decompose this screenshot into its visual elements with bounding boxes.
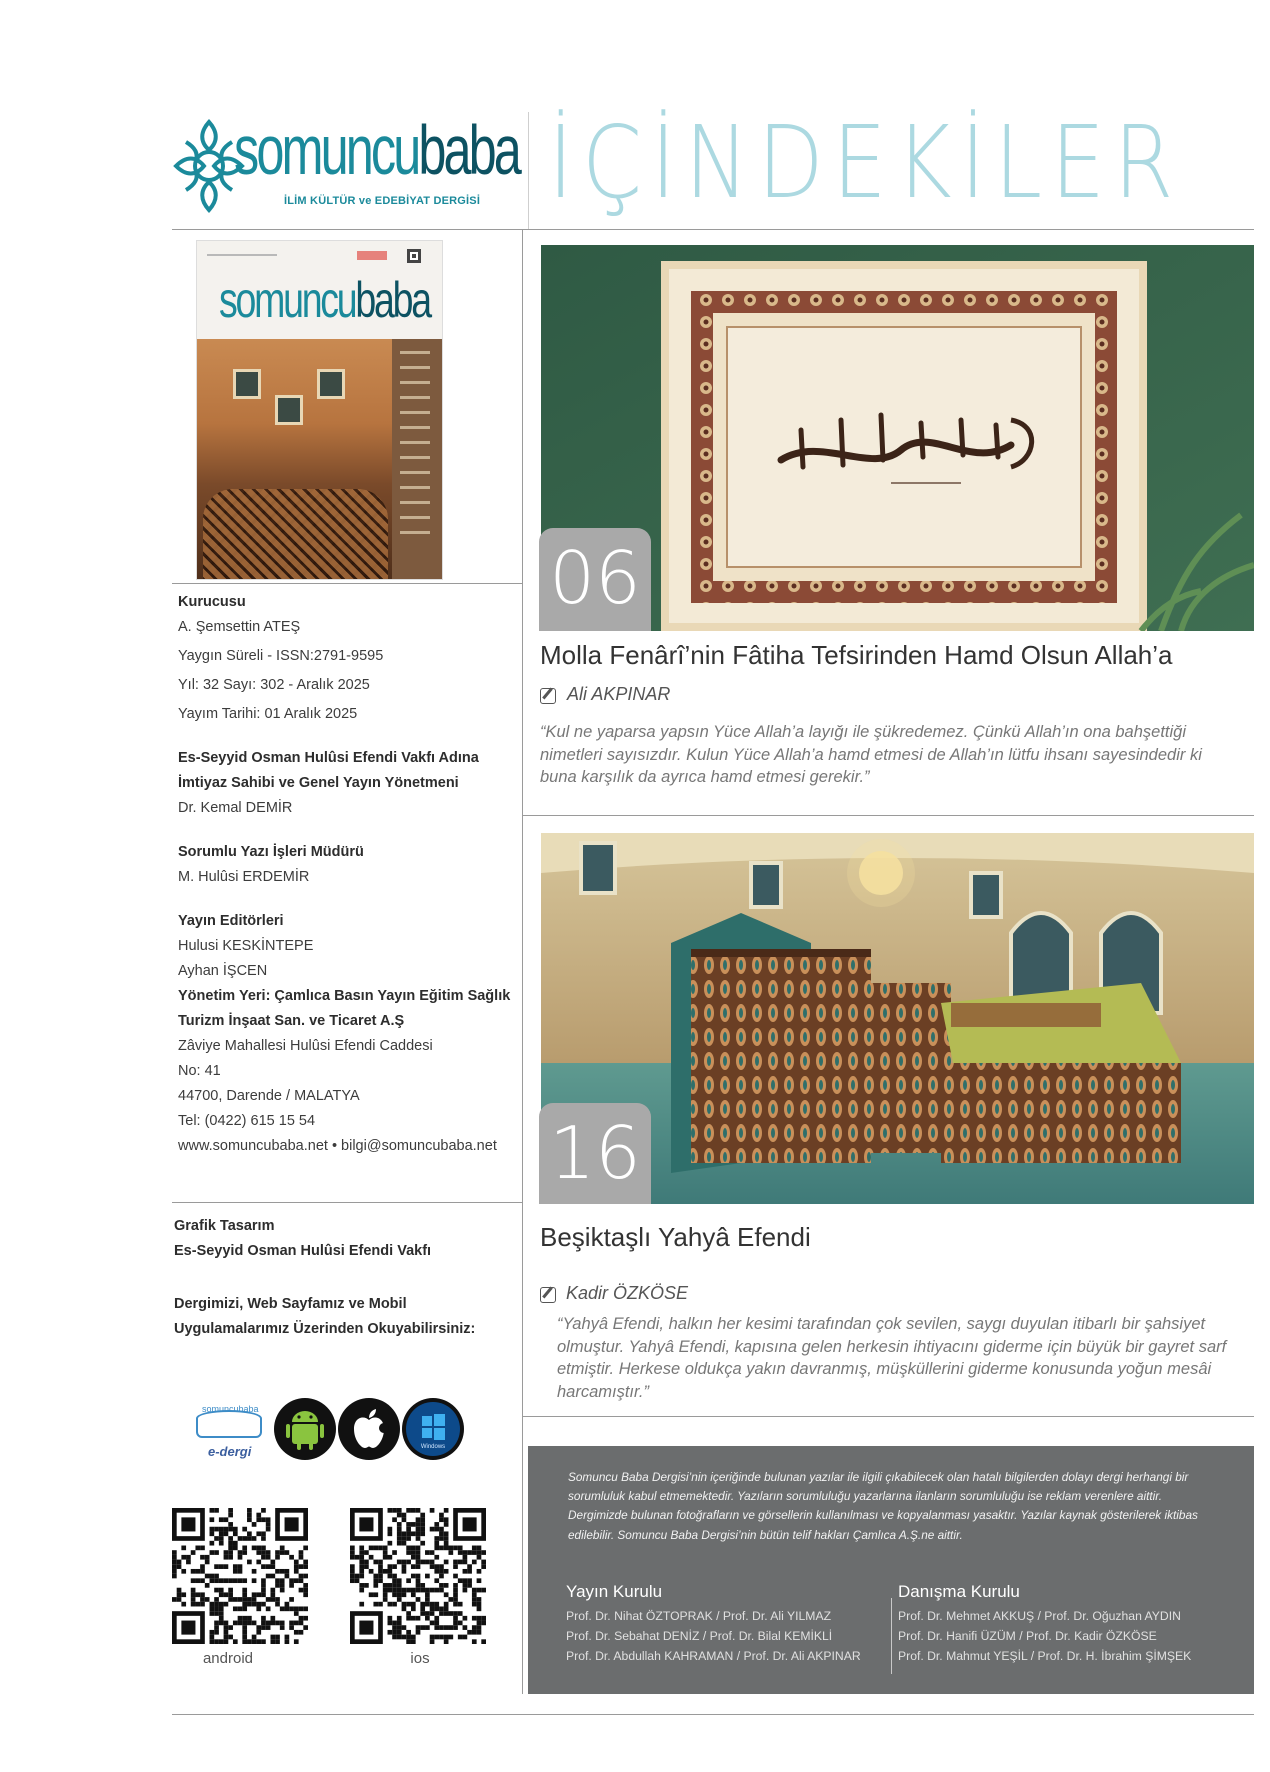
article-1-author: Ali AKPINAR (567, 684, 671, 704)
cover-photo (197, 339, 392, 580)
owner-label-1: Es-Seyyid Osman Hulûsi Efendi Vakfı Adına (178, 750, 479, 766)
footer-box (528, 1446, 1254, 1694)
issue-info: Yıl: 32 Sayı: 302 - Aralık 2025 (178, 677, 370, 693)
address-line-1: Zâviye Mahallesi Hulûsi Efendi Caddesi (178, 1038, 433, 1054)
editor-2: Ayhan İŞCEN (178, 963, 268, 979)
founder-label: Kurucusu (178, 594, 246, 610)
magazine-cover[interactable] (196, 240, 443, 580)
cover-wordmark: somuncubaba (219, 272, 430, 328)
period-info: Yaygın Süreli - ISSN:2791-9595 (178, 648, 384, 664)
web-email[interactable]: www.somuncubaba.net • bilgi@somuncubaba.net (178, 1138, 497, 1154)
design-block (174, 1214, 431, 1264)
e-dergi-label: e-dergi (208, 1444, 252, 1459)
app-links (190, 1398, 480, 1468)
brand-logo (172, 108, 519, 218)
masthead-block-4 (178, 909, 510, 1159)
android-icon[interactable] (274, 1398, 336, 1460)
author-pen-icon-2 (540, 1287, 556, 1303)
board-member-line: Prof. Dr. Sebahat DENİZ / Prof. Dr. Bilal KEMİKLİ (566, 1629, 833, 1643)
board-member-line: Prof. Dr. Nihat ÖZTOPRAK / Prof. Dr. Ali YILMAZ (566, 1609, 832, 1623)
header-rule (172, 229, 1254, 230)
advisory-board-list (898, 1606, 1191, 1666)
ios-qr-code[interactable] (350, 1508, 486, 1644)
editors-label: Yayın Editörleri (178, 913, 284, 929)
header-divider (528, 112, 529, 230)
management-label-1: Yönetim Yeri: Çamlıca Basın Yayın Eğitim Sağlık (178, 988, 511, 1004)
e-dergi-icon[interactable] (190, 1400, 268, 1466)
design-label: Grafik Tasarım (174, 1218, 275, 1234)
editor-in-chief-name: M. Hulûsi ERDEMİR (178, 869, 310, 885)
board-separator (891, 1598, 892, 1674)
disclaimer-text: Somuncu Baba Dergisi’nin içeriğinde bulunan yazılar ile ilgili çıkabilecek olan hatalı bilgilerden dolayı dergi herhangi bir sorumluluk kabul etmemektedir. Yazıların sorumluluğu yazarlarına ilanların sorumluluğu ise reklam verenlere aittir. Dergimizde bulunan fotoğrafların ve görsellerin kullanılması ve kopyalanması yasaktır. Yazılar kaynak gösterilerek iktibas edilebilir. Somuncu Baba Dergisi’nin bütün telif hakları Çamlıca A.Ş.ne aittir. (568, 1470, 1198, 1542)
article-2-excerpt: “Yahyâ Efendi, halkın her kesimi tarafından çok sevilen, saygı duyulan itibarlı bir şahsiyet olmuştur. Yahyâ Efendi, kapısına gelen herkesin ihtiyacını giderme için büyük bir gayret sarf etmiştir. Herkese oldukça yakın davranmış, müşküllerini giderme konusunda yoğun mesâi harcamıştır.” (557, 1315, 1227, 1401)
article-2-title[interactable]: Beşiktaşlı Yahyâ Efendi (540, 1222, 811, 1252)
page-title: İÇİNDEKİLER (548, 104, 1183, 221)
column-divider (522, 229, 523, 1694)
cover-qr-icon (207, 249, 434, 263)
logo-subtitle: İLİM KÜLTÜR ve EDEBİYAT DERGİSİ (284, 195, 481, 207)
cover-sidebar (392, 339, 443, 580)
editor-in-chief-label: Sorumlu Yazı İşleri Müdürü (178, 844, 364, 860)
board-member-line: Prof. Dr. Abdullah KAHRAMAN / Prof. Dr. Ali AKPINAR (566, 1649, 861, 1663)
editor-1: Hulusi KESKİNTEPE (178, 938, 314, 954)
editorial-board-list (566, 1606, 861, 1666)
logo-wordmark: somuncubaba (234, 111, 519, 189)
e-dergi-brand: somuncubaba (202, 1404, 259, 1414)
masthead-block-2 (178, 746, 479, 821)
android-qr-label: android (202, 1650, 254, 1667)
design-name: Es-Seyyid Osman Hulûsi Efendi Vakfı (174, 1243, 432, 1259)
advisory-member-line: Prof. Dr. Mehmet AKKUŞ / Prof. Dr. Oğuzhan AYDIN (898, 1609, 1181, 1623)
windows-label: Windows (420, 1444, 446, 1450)
bottom-rule (172, 1714, 1254, 1715)
article-2-page-number: 16 (539, 1103, 651, 1204)
read-block (174, 1292, 475, 1342)
article-2-author: Kadir ÖZKÖSE (566, 1283, 689, 1303)
phone: Tel: (0422) 615 15 54 (178, 1113, 316, 1129)
owner-label-2: İmtiyaz Sahibi ve Genel Yayın Yönetmeni (178, 775, 459, 791)
left-rule-1 (172, 583, 522, 584)
advisory-member-line: Prof. Dr. Mahmut YEŞİL / Prof. Dr. H. İbrahim ŞİMŞEK (898, 1649, 1192, 1663)
address-line-3: 44700, Darende / MALATYA (178, 1088, 360, 1104)
advisory-member-line: Prof. Dr. Hanifi ÜZÜM / Prof. Dr. Kadir ÖZKÖSE (898, 1629, 1157, 1643)
cover-topbar (207, 249, 432, 263)
editorial-board-title: Yayın Kurulu (566, 1582, 663, 1601)
founder-name: A. Şemsettin ATEŞ (178, 619, 301, 635)
management-label-2: Turizm İnşaat San. ve Ticaret A.Ş (178, 1013, 405, 1029)
windows-icon[interactable] (402, 1398, 464, 1460)
author-pen-icon (540, 688, 556, 704)
apple-icon[interactable] (338, 1398, 400, 1460)
right-rule-1 (522, 815, 1254, 816)
android-qr-code[interactable] (172, 1508, 308, 1644)
advisory-board-title: Danışma Kurulu (898, 1582, 1020, 1601)
read-line-1: Dergimizi, Web Sayfamız ve Mobil (174, 1296, 407, 1312)
masthead-block-1 (178, 590, 383, 727)
right-rule-2 (522, 1416, 1254, 1417)
owner-name: Dr. Kemal DEMİR (178, 800, 293, 816)
ios-qr-label: ios (410, 1650, 430, 1667)
pub-date: Yayım Tarihi: 01 Aralık 2025 (178, 706, 358, 722)
left-rule-2 (172, 1202, 522, 1203)
masthead-block-3 (178, 840, 364, 890)
address-line-2: No: 41 (178, 1063, 221, 1079)
article-1-page-number: 06 (539, 528, 651, 631)
read-line-2: Uygulamalarımız Üzerinden Okuyabilirsiniz: (174, 1321, 476, 1337)
article-1-title[interactable]: Molla Fenârî’nin Fâtiha Tefsirinden Hamd Olsun Allah’a (540, 640, 1173, 670)
article-1-excerpt: “Kul ne yaparsa yapsın Yüce Allah’a layığı ile şükredemez. Çünkü Allah’ın ona bahşettiği nimetleri sayısızdır. Kulun Yüce Allah’a hamd etmesi de Allah’ın lütfu ihsanı sayesindedir ki buna karşılık da ayrıca hamd etmesi gerekir.” (540, 723, 1202, 786)
